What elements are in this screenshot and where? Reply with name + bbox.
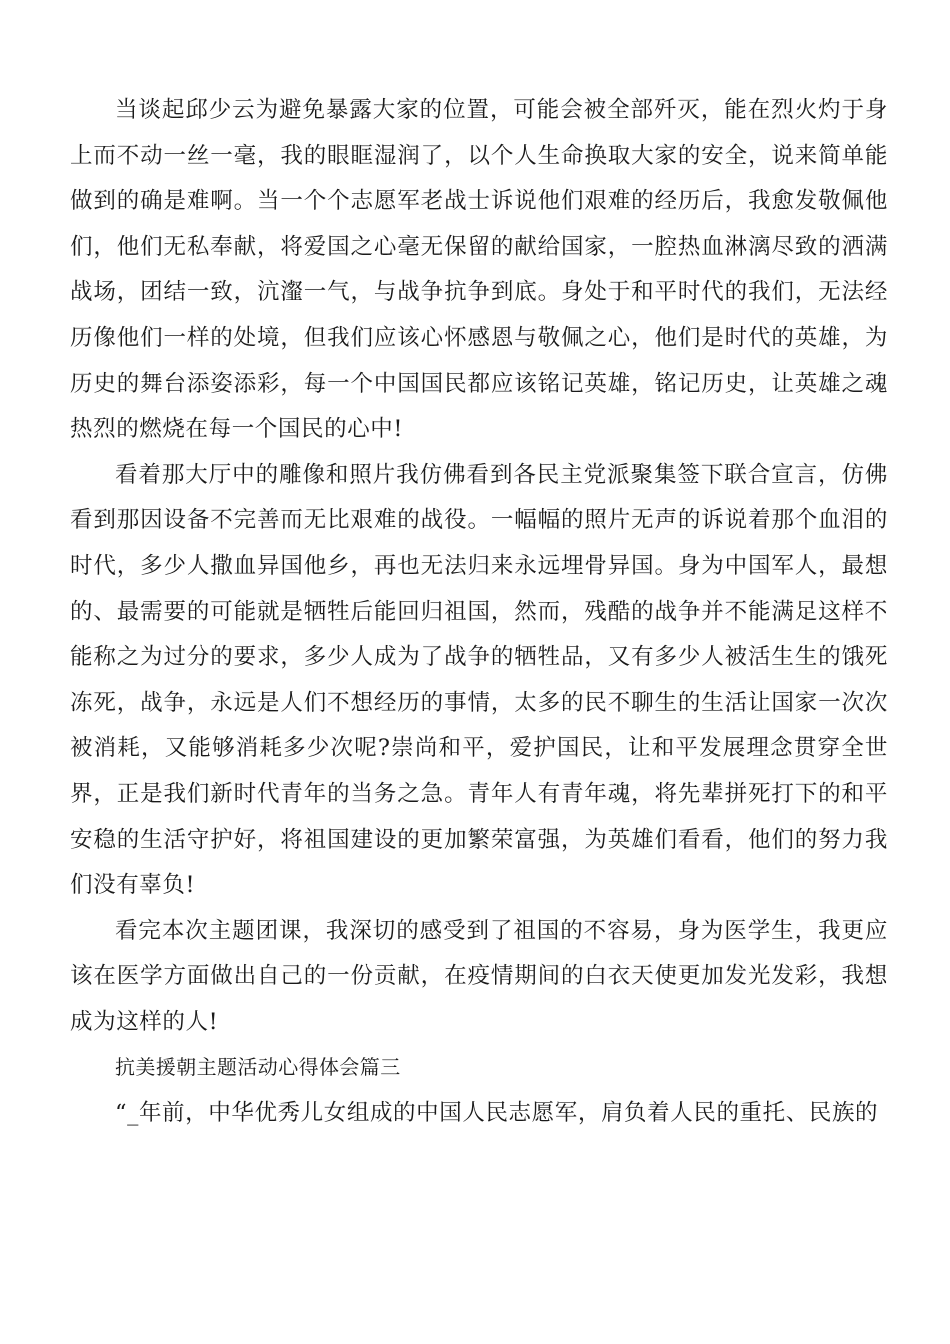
section-heading: 抗美援朝主题活动心得体会篇三: [115, 1055, 401, 1080]
body-paragraph-1: 当谈起邱少云为避免暴露大家的位置，可能会被全部歼灭，能在烈火灼于身上而不动一丝一毫，我的眼眶湿润了，以个人生命换取大家的安全，说来简单能做到的确是难啊。当一个个志愿军老战士诉说他们艰难的经历后，我愈发敬佩他们，他们无私奉献，将爱国之心毫无保留的献给国家，一腔热血淋漓尽致的洒满战场，团结一致，沆瀣一气，与战争抗争到底。身处于和平时代的我们，无法经历像他们一样的处境，但我们应该心怀感恩与敬佩之心，他们是时代的英雄，为历史的舞台添姿添彩，每一个中国国民都应该铭记英雄，铭记历史，让英雄之魂热烈的燃烧在每一个国民的心中!: [70, 97, 888, 443]
body-paragraph-2: 看着那大厅中的雕像和照片我仿佛看到各民主党派聚集签下联合宣言，仿佛看到那因设备不完善而无比艰难的战役。一幅幅的照片无声的诉说着那个血泪的时代，多少人撒血异国他乡，再也无法归来永远埋骨异国。身为中国军人，最想的、最需要的可能就是牺牲后能回归祖国，然而，残酷的战争并不能满足这样不能称之为过分的要求，多少人成为了战争的牺牲品，又有多少人被活生生的饿死冻死，战争，永远是人们不想经历的事情，太多的民不聊生的生活让国家一次次被消耗，又能够消耗多少次呢?崇尚和平，爱护国民，让和平发展理念贯穿全世界，正是我们新时代青年的当务之急。青年人有青年魂，将先辈拼死打下的和平安稳的生活守护好，将祖国建设的更加繁荣富强，为英雄们看看，他们的努力我们没有辜负!: [70, 461, 888, 899]
body-paragraph-4: “_年前，中华优秀儿女组成的中国人民志愿军，肩负着人民的重托、民族的: [115, 1100, 879, 1127]
body-paragraph-3: 看完本次主题团课，我深切的感受到了祖国的不容易，身为医学生，我更应该在医学方面做出自己的一份贡献，在疫情期间的白衣天使更加发光发彩，我想成为这样的人!: [70, 917, 888, 1035]
document-page: [70, 88, 888, 1137]
